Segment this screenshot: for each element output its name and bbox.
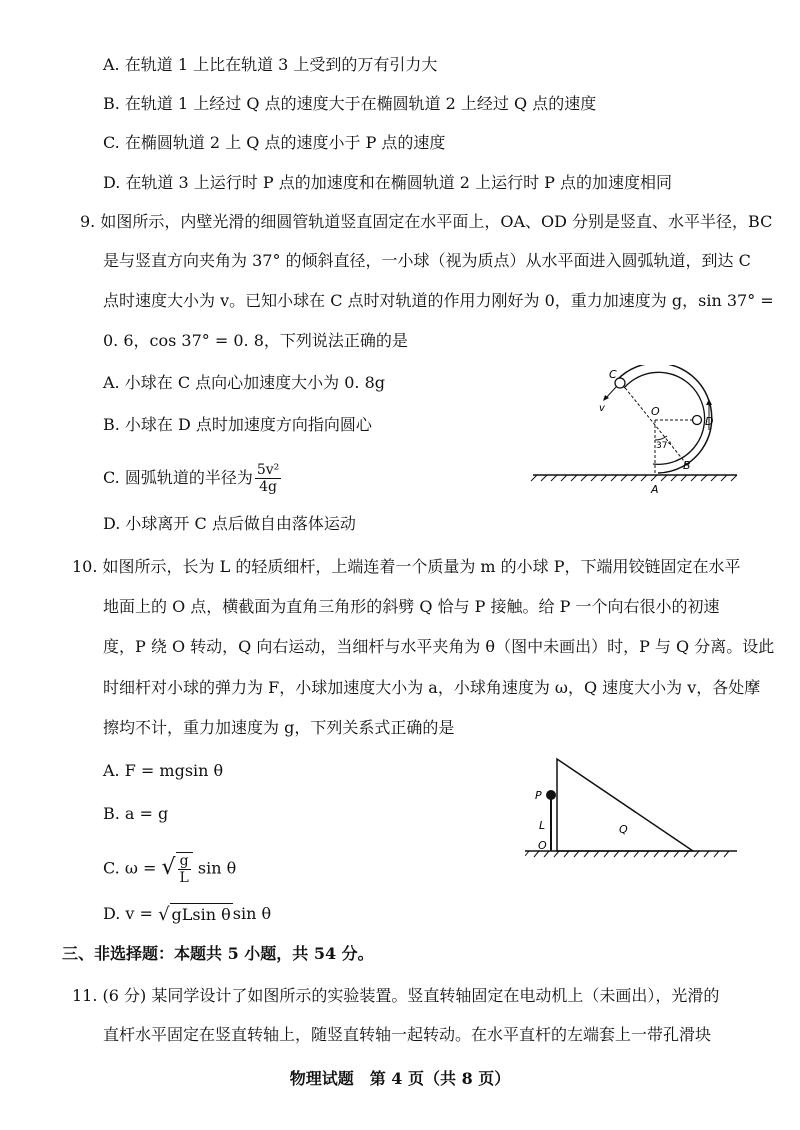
q9-option-a: A. 小球在 C 点向心加速度大小为 0. 8g [103, 373, 386, 392]
q11-stem-line2: 直杆水平固定在竖直转轴上，随竖直转轴一起转动。在水平直杆的左端套上一带孔滑块 [103, 1025, 712, 1044]
q9-option-c [103, 462, 281, 495]
label-p: P [535, 789, 542, 802]
q10-option-b: B. a = g [103, 804, 169, 823]
label-b: B [683, 459, 691, 472]
page-footer: 物理试题 第 4 页（共 8 页） [289, 1069, 511, 1088]
q9-option-d: D. 小球离开 C 点后做自由落体运动 [103, 514, 356, 533]
label-d: D [705, 415, 714, 428]
q10-option-c [103, 852, 236, 886]
q8-option-d: D. 在轨道 3 上运行时 P 点的加速度和在椭圆轨道 2 上运行时 P 点的加速度相同 [103, 173, 673, 192]
label-angle: 37° [656, 441, 672, 451]
q9-option-b: B. 小球在 D 点时加速度方向指向圆心 [103, 415, 372, 434]
q9-stem-line3: 点时速度大小为 v。已知小球在 C 点时对轨道的作用力刚好为 0，重力加速度为 g，sin 37° = [103, 291, 774, 310]
q10-wedge-figure [525, 755, 740, 865]
q10-stem-line3: 度，P 绕 O 转动，Q 向右运动，当细杆与水平夹角为 θ（图中未画出）时，P 与 Q 分离。设此 [103, 637, 775, 656]
q8-option-c: C. 在椭圆轨道 2 上 Q 点的速度小于 P 点的速度 [103, 133, 446, 152]
q8-option-b: B. 在轨道 1 上经过 Q 点的速度大于在椭圆轨道 2 上经过 Q 点的速度 [103, 94, 597, 113]
label-q: Q [619, 823, 628, 836]
ball-at-d [693, 416, 702, 425]
fraction-numerator: 5v² [256, 462, 280, 478]
q10-option-c-prefix: C. ω = [103, 858, 157, 878]
label-l: L [539, 819, 546, 832]
q10-stem-line5: 擦均不计，重力加速度为 g，下列关系式正确的是 [103, 718, 455, 737]
q9-stem-line1: 9. 如图所示，内壁光滑的细圆管轨道竖直固定在水平面上，OA、OD 分别是竖直、水平半径，BC [80, 212, 773, 231]
q10-stem-line4: 时细杆对小球的弹力为 F，小球加速度大小为 a，小球角速度为 ω，Q 速度大小为 v，各处摩 [103, 678, 761, 697]
sqrt-denominator: L [179, 870, 189, 886]
q10-option-a: A. F = mgsin θ [103, 761, 224, 780]
label-a: A [651, 483, 659, 496]
q10-stem-line1: 10. 如图所示，长为 L 的轻质细杆，上端连着一个质量为 m 的小球 P，下端用铰链固定在水平 [72, 557, 741, 576]
sqrt-expression: √ $\frac{g}{L}$ [161, 852, 192, 886]
q10-option-c-suffix: sin θ [197, 858, 237, 878]
q9-circular-track-figure [525, 365, 740, 500]
q9-stem-line4: 0. 6，cos 37° = 0. 8，下列说法正确的是 [103, 331, 408, 350]
label-c: C [609, 368, 617, 381]
fraction-denominator: 4g [259, 479, 278, 495]
q10-option-d-prefix: D. v = [103, 904, 153, 923]
label-v: v [599, 403, 605, 414]
ball-p [546, 790, 556, 800]
q9-stem-line2: 是与竖直方向夹角为 37° 的倾斜直径，一小球（视为质点）从水平面进入圆弧轨道，到达 C [103, 251, 751, 270]
q11-stem-line1: 11. (6 分) 某同学设计了如图所示的实验装置。竖直转轴固定在电动机上（未画出），光滑的 [72, 986, 720, 1005]
label-o: O [538, 839, 547, 852]
sqrt-expression: √ gLsin θ [158, 904, 231, 925]
label-o: O [651, 405, 660, 418]
section-3-heading: 三、非选择题：本题共 5 小题，共 54 分。 [62, 944, 374, 963]
q8-option-a: A. 在轨道 1 上比在轨道 3 上受到的万有引力大 [103, 55, 438, 74]
q10-option-d-suffix: sin θ [232, 904, 272, 923]
radius-fraction [255, 462, 281, 495]
sqrt-radicand: gLsin θ [171, 905, 231, 924]
q10-option-d [103, 903, 271, 926]
q9-option-c-prefix: C. 圆弧轨道的半径为 [103, 468, 253, 487]
sqrt-numerator: g [178, 853, 191, 870]
q10-stem-line2: 地面上的 O 点，横截面为直角三角形的斜劈 Q 恰与 P 接触。给 P 一个向右很小的初速 [103, 597, 720, 616]
